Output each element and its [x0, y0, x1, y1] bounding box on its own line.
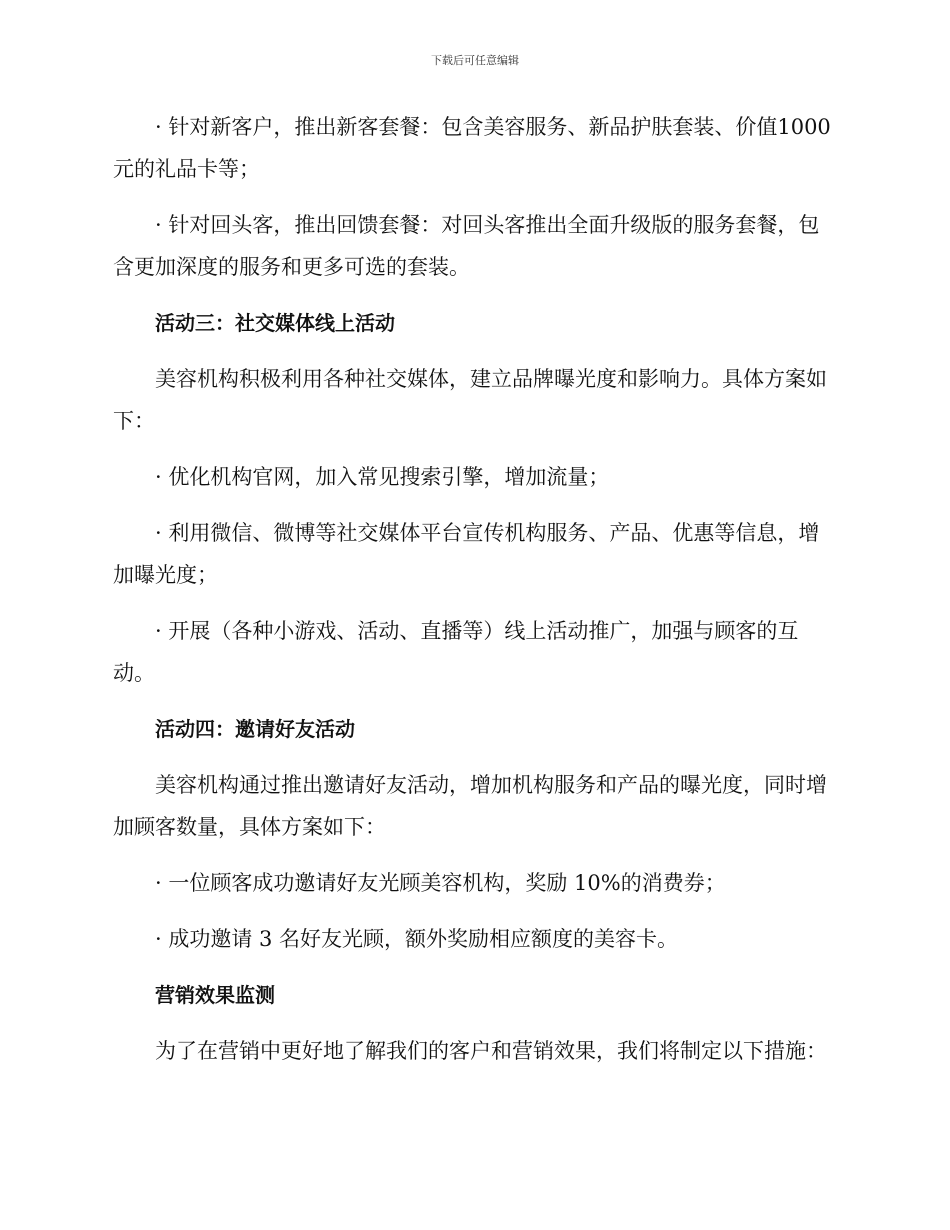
heading-marketing-monitoring: 营销效果监测	[155, 983, 275, 1007]
paragraph-monitoring-measures: 为了在营销中更好地了解我们的客户和营销效果，我们将制定以下措施：	[155, 1039, 827, 1063]
paragraph-returning-customer-package: · 针对回头客，推出回馈套餐：对回头客推出全面升级版的服务套餐，包含更加深度的服务和更多可选的套装。	[113, 213, 820, 279]
paragraph-online-activities: · 开展（各种小游戏、活动、直播等）线上活动推广，加强与顾客的互动。	[113, 619, 799, 685]
paragraph-social-media-intro: 美容机构积极利用各种社交媒体，建立品牌曝光度和影响力。具体方案如下：	[113, 367, 827, 433]
page-header-note: 下载后可任意编辑	[431, 54, 519, 67]
heading-activity-four: 活动四：邀请好友活动	[155, 717, 355, 741]
document-body	[113, 106, 833, 1072]
paragraph-invite-friends-intro: 美容机构通过推出邀请好友活动，增加机构服务和产品的曝光度，同时增加顾客数量，具体方案如下：	[113, 773, 827, 839]
paragraph-social-platforms: · 利用微信、微博等社交媒体平台宣传机构服务、产品、优惠等信息，增加曝光度；	[113, 521, 820, 587]
paragraph-new-customer-package: · 针对新客户，推出新客套餐：包含美容服务、新品护肤套装、价值1000 元的礼品卡等；	[113, 115, 831, 181]
paragraph-optimize-website: · 优化机构官网，加入常见搜索引擎，增加流量；	[155, 465, 610, 489]
paragraph-invite-one-friend: · 一位顾客成功邀请好友光顾美容机构，奖励 10%的消费券；	[155, 871, 726, 895]
paragraph-invite-three-friends: · 成功邀请 3 名好友光顾，额外奖励相应额度的美容卡。	[155, 927, 679, 951]
heading-activity-three: 活动三：社交媒体线上活动	[155, 311, 395, 335]
